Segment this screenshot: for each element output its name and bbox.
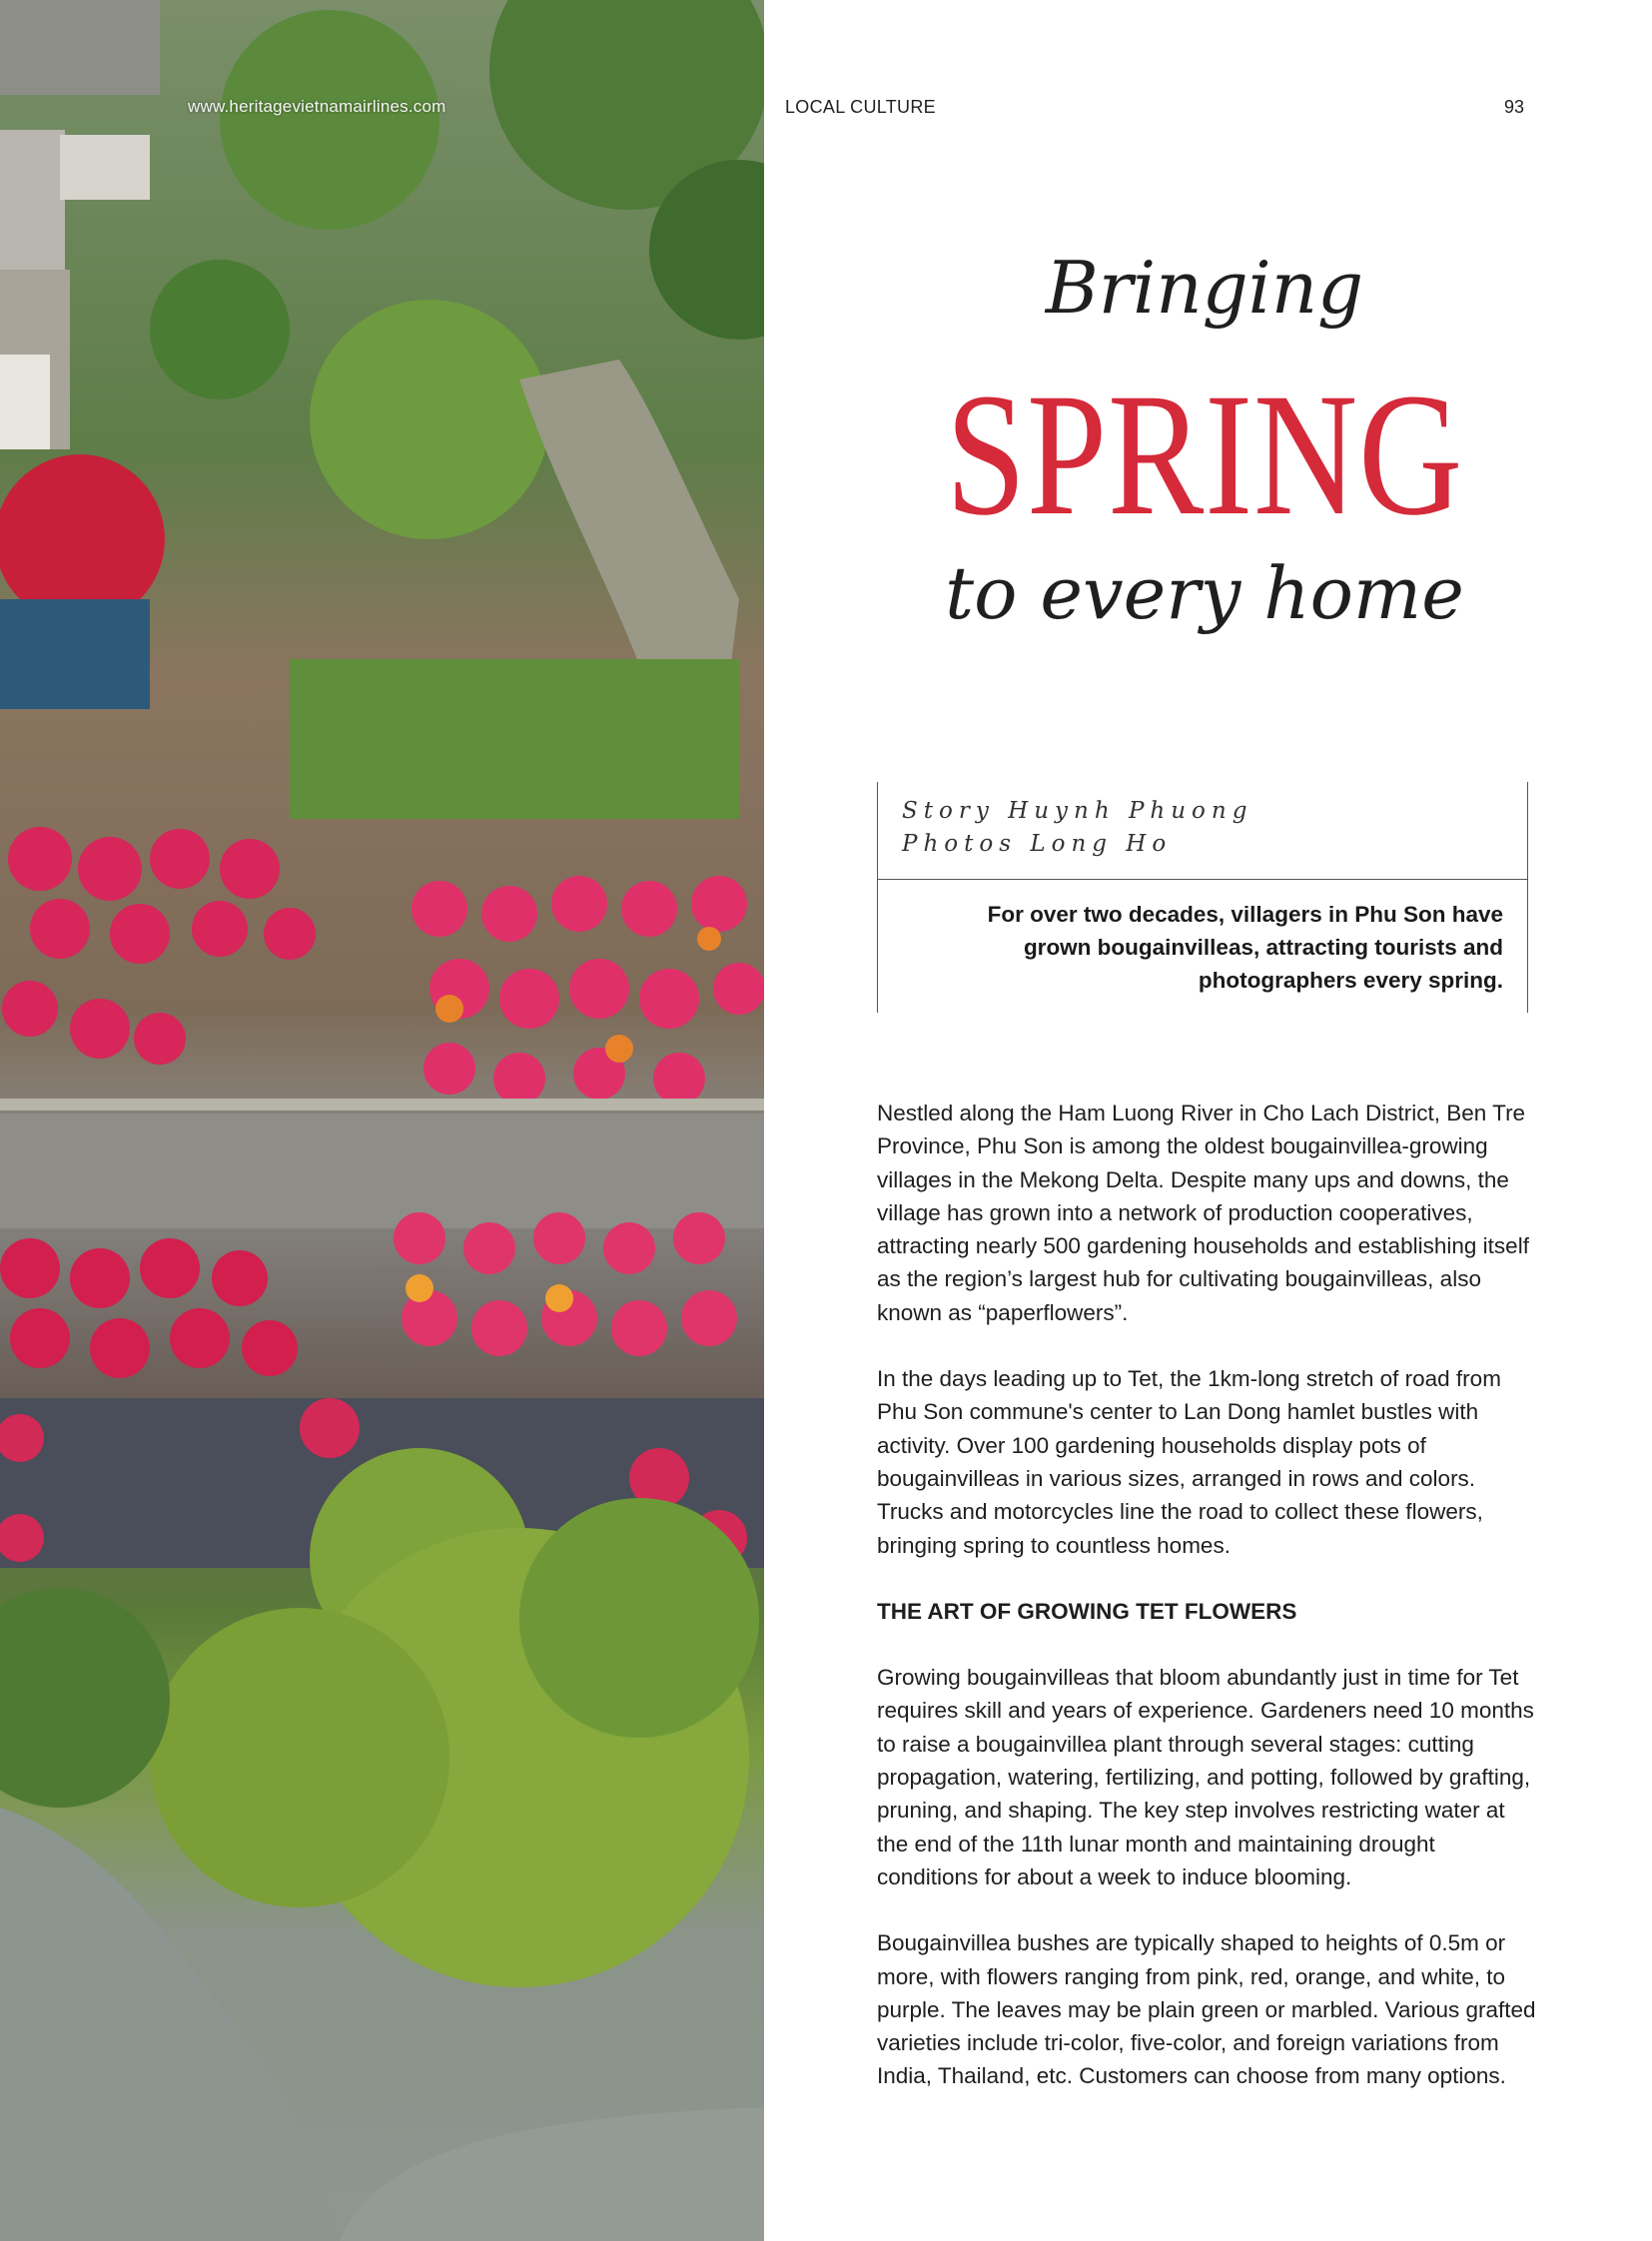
divider — [878, 879, 1527, 880]
subheading: THE ART OF GROWING TET FLOWERS — [877, 1598, 1297, 1624]
aerial-photo-bougainvillea-village — [0, 0, 764, 2241]
paragraph-1: Nestled along the Ham Luong River in Cho Lach District, Ben Tre Province, Phu Son is among the oldest bougainvillea-growing villages in the Mekong Delta. Despite many ups and downs, the village has grown into a network of production cooperatives, attracting nearly 500 gardening households and establishing itself as the region’s largest hub for cultivating bougainvilleas, also known as “paperflowers”. — [877, 1101, 1529, 1325]
article-body — [877, 1097, 1536, 2126]
story-credit: Story Huynh Phuong — [902, 798, 1253, 824]
aerial-photo-illustration — [0, 0, 764, 2241]
paragraph-4: Bougainvillea bushes are typically shaped to heights of 0.5m or more, with flowers ranging from pink, red, orange, and white, to purple. The leaves may be plain green or marbled. Various grafted varieties include tri-color, five-color, and foreign variations from India, Thailand, etc. Customers can choose from many options. — [877, 1930, 1536, 2089]
standfirst: For over two decades, villagers in Phu Son have grown bougainvilleas, attracting tourists and photographers every spring. — [987, 902, 1503, 993]
website-url: www.heritagevietnamairlines.com — [188, 97, 446, 116]
title-line-3: to every home — [945, 551, 1464, 635]
photo-credit: Photos Long Ho — [902, 831, 1173, 857]
title-line-2: SPRING — [945, 358, 1464, 552]
paragraph-2: In the days leading up to Tet, the 1km-long stretch of road from Phu Son commune's center to Lan Dong hamlet bustles with activity. Over 100 gardening households display pots of bougainvilleas in various sizes, arranged in rows and colors. Trucks and motorcycles line the road to collect these flowers, bringing spring to countless homes. — [877, 1366, 1501, 1558]
section-label: LOCAL CULTURE — [785, 97, 936, 117]
paragraph-3: Growing bougainvilleas that bloom abundantly just in time for Tet requires skill and years of experience. Gardeners need 10 months to raise a bougainvillea plant through several stages: cutting propagation, watering, fertilizing, and potting, followed by grafting, pruning, and shaping. The key step involves restricting water at the end of the 11th lunar month and maintaining drought conditions for about a week to induce blooming. — [877, 1665, 1534, 1889]
credits-box — [877, 782, 1528, 1013]
title-line-1: Bringing — [1045, 246, 1364, 330]
page-number: 93 — [1504, 97, 1525, 117]
